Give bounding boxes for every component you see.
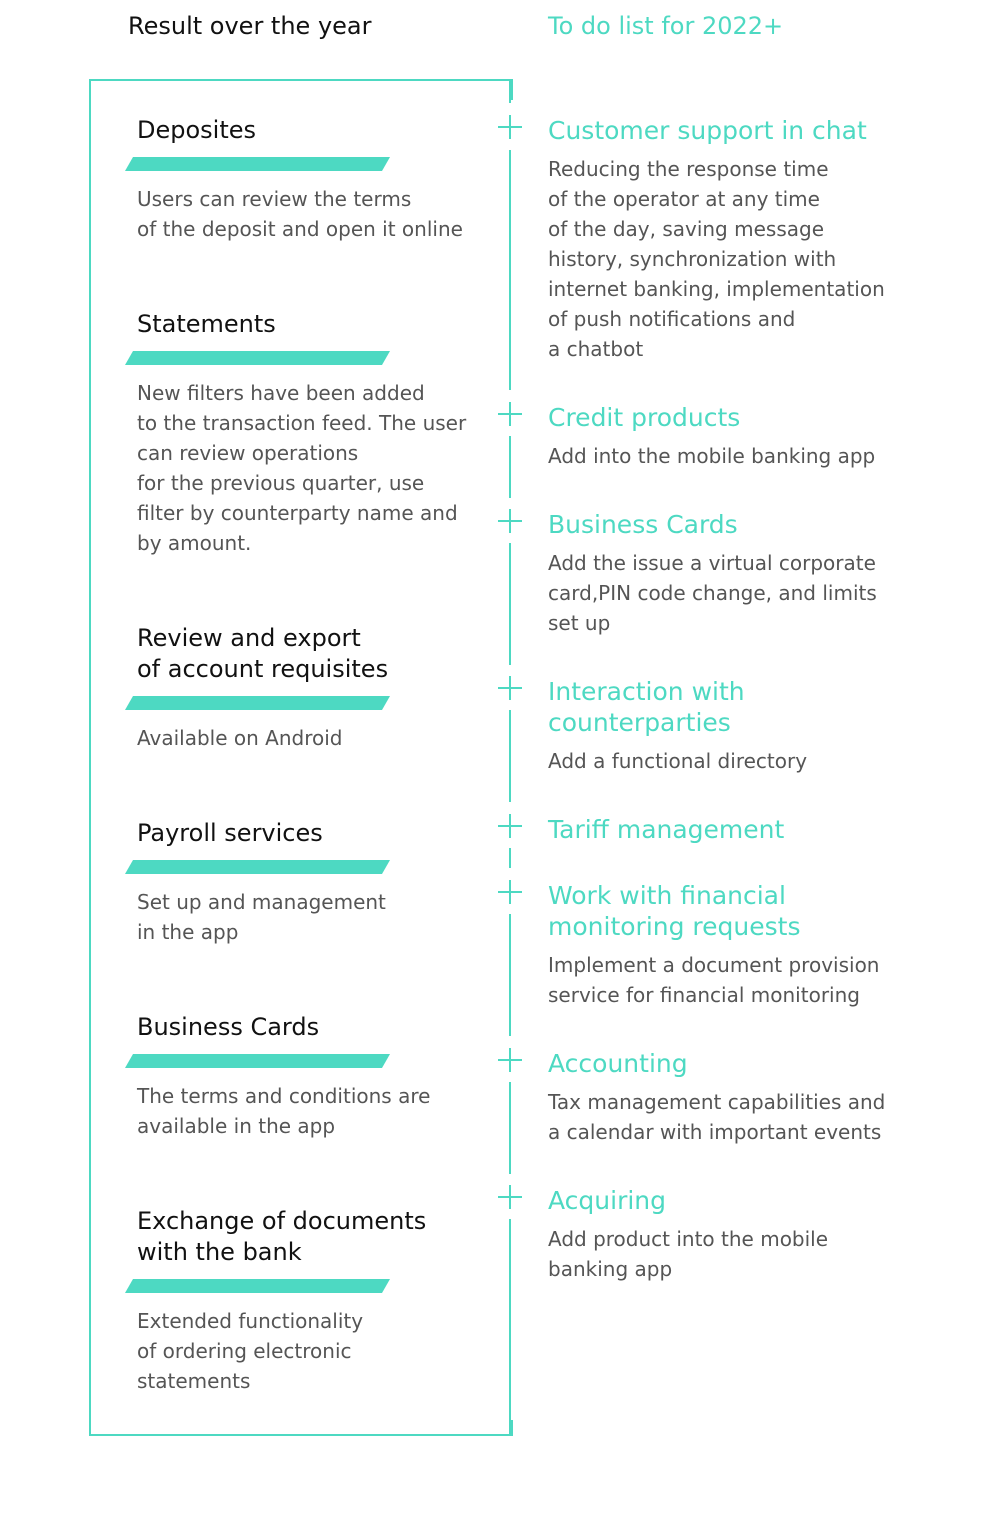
todo-title: Accounting	[548, 1049, 688, 1078]
result-desc: New filters have been added to the transaction feed. The user can review operations for the previous quarter, use filter by counterparty name and by amount.	[137, 381, 467, 555]
result-desc: The terms and conditions are available in the app	[137, 1084, 431, 1138]
accent-bar	[125, 157, 390, 171]
timeline-segment	[509, 710, 511, 802]
todo-title: Acquiring	[548, 1186, 667, 1215]
todo-desc: Add a functional directory	[548, 749, 808, 773]
plus-icon	[498, 814, 522, 838]
plus-icon	[498, 676, 522, 700]
result-title: Exchange of documents with the bank	[137, 1207, 427, 1266]
todo-title: Work with financial monitoring requests	[548, 881, 801, 941]
todo-title: Interaction with counterparties	[548, 677, 745, 737]
timeline-segment	[509, 1219, 511, 1434]
result-title: Deposites	[137, 116, 257, 144]
timeline-segment	[509, 1082, 511, 1174]
result-desc: Users can review the terms of the deposit and open it online	[137, 187, 463, 241]
plus-icon	[498, 1185, 522, 1209]
timeline-segment	[509, 543, 511, 665]
timeline-segment	[509, 436, 511, 498]
todo-title: Credit products	[548, 403, 741, 432]
accent-bar	[125, 1279, 390, 1293]
todo-desc: Add product into the mobile banking app	[548, 1227, 829, 1281]
result-title: Review and export of account requisites	[137, 624, 389, 683]
result-title: Statements	[137, 310, 276, 338]
accent-bar	[125, 696, 390, 710]
accent-bar	[125, 1054, 390, 1068]
todo-desc: Add the issue a virtual corporate card,PIN code change, and limits set up	[548, 551, 877, 635]
todo-title: Business Cards	[548, 510, 738, 539]
todo-title: Tariff management	[548, 815, 785, 844]
todo-desc: Reducing the response time of the operator at any time of the day, saving message history, synchronization with internet banking, implementation of push notifications and a chatbot	[548, 157, 885, 361]
plus-icon	[498, 1048, 522, 1072]
todo-title: Customer support in chat	[548, 116, 867, 145]
plus-icon	[498, 509, 522, 533]
timeline-segment	[509, 848, 511, 868]
todo-desc: Implement a document provision service for financial monitoring	[548, 953, 880, 1007]
timeline-segment	[509, 150, 511, 390]
todo-desc: Tax management capabilities and a calendar with important events	[548, 1090, 886, 1144]
accent-bar	[125, 860, 390, 874]
result-title: Business Cards	[137, 1013, 320, 1041]
results-heading: Result over the year	[128, 12, 372, 40]
result-desc: Set up and management in the app	[137, 890, 386, 944]
result-title: Payroll services	[137, 819, 323, 847]
todo-desc: Add into the mobile banking app	[548, 444, 876, 468]
todo-heading: To do list for 2022+	[548, 12, 784, 40]
result-desc: Extended functionality of ordering electronic statements	[137, 1309, 364, 1393]
plus-icon	[498, 880, 522, 904]
plus-icon	[498, 115, 522, 139]
plus-icon	[498, 402, 522, 426]
result-desc: Available on Android	[137, 726, 343, 750]
timeline-segment	[509, 914, 511, 1036]
accent-bar	[125, 351, 390, 365]
timeline-segment	[509, 79, 511, 103]
